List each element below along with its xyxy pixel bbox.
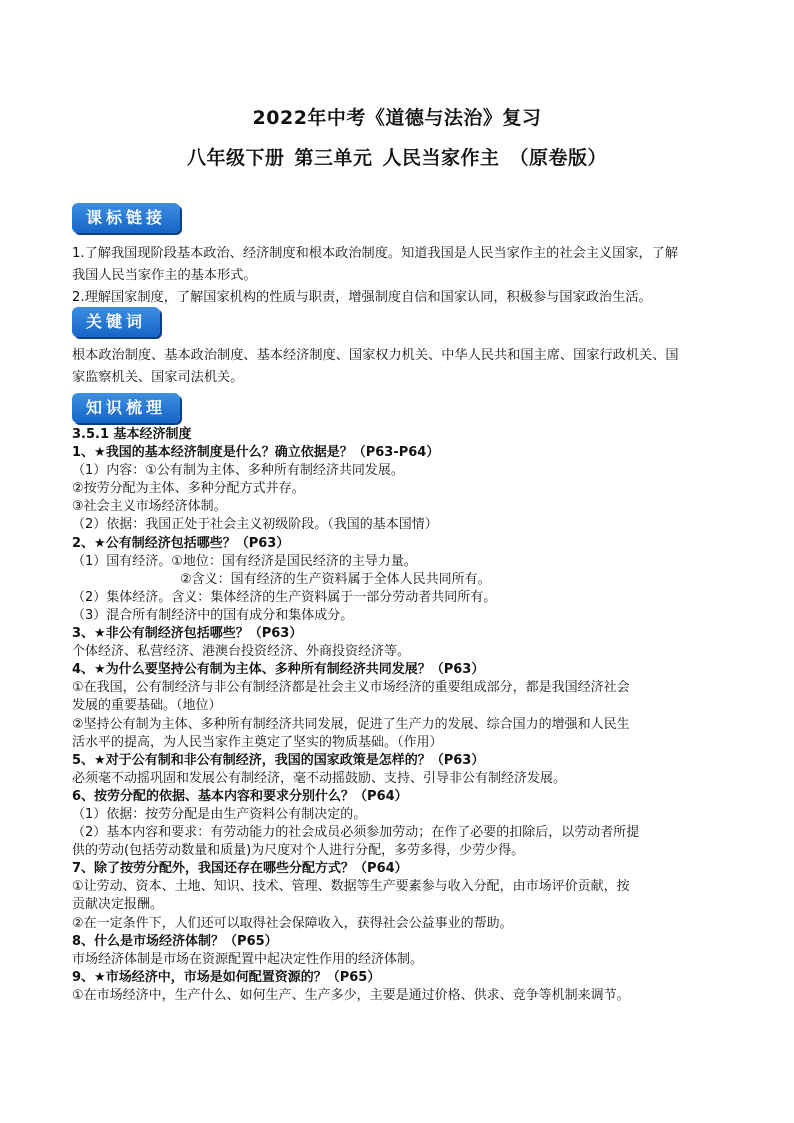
- answer-line: （3）混合所有制经济中的国有成分和集体成分。: [72, 607, 354, 623]
- answer-line: ②含义：国有经济的生产资料属于全体人民共同所有。: [180, 571, 491, 587]
- question-heading: 4、★为什么要坚持公有制为主体、多种所有制经济共同发展？（P63）: [72, 662, 485, 678]
- standards-line: 2.理解国家制度，了解国家机构的性质与职责，增强制度自信和国家认同，积极参与国家政治生活。: [72, 290, 652, 305]
- subtitle-unit: 第三单元: [294, 147, 373, 169]
- answer-line: 个体经济、私营经济、港澳台投资经济、外商投资经济等。: [72, 644, 411, 660]
- keywords-badge: 关键词: [72, 307, 160, 337]
- standards-badge: 课标链接: [72, 203, 180, 233]
- question-heading: 1、★我国的基本经济制度是什么？确立依据是？（P63-P64）: [72, 445, 440, 461]
- answer-line: ②在一定条件下，人们还可以取得社会保障收入，获得社会公益事业的帮助。: [72, 915, 513, 931]
- answer-line: （2）集体经济。含义：集体经济的生产资料属于一部分劳动者共同所有。: [72, 589, 497, 605]
- keywords-line: 根本政治制度、基本政治制度、基本经济制度、国家权力机关、中华人民共和国主席、国家行政机关、国: [72, 348, 679, 363]
- keywords-text: [72, 345, 724, 389]
- question-heading: 2、★公有制经济包括哪些？（P63）: [72, 535, 290, 551]
- question-heading: 8、什么是市场经济体制？（P65）: [72, 933, 278, 949]
- standards-line: 我国人民当家作主的基本形式。: [72, 268, 257, 283]
- answer-line: 市场经济体制是市场在资源配置中起决定性作用的经济体制。: [72, 951, 424, 967]
- question-heading: 5、★对于公有制和非公有制经济，我国的国家政策是怎样的？（P63）: [72, 752, 485, 768]
- answer-line: ②按劳分配为主体、多种分配方式并存。: [72, 481, 305, 497]
- answer-line: ③社会主义市场经济体制。: [72, 499, 227, 515]
- answer-line: （2）依据：我国正处于社会主义初级阶段。（我国的基本国情）: [72, 517, 438, 533]
- question-heading: 6、按劳分配的依据、基本内容和要求分别什么？（P64）: [72, 788, 408, 804]
- answer-line: （1）内容：①公有制为主体、多种所有制经济共同发展。: [72, 463, 404, 479]
- answer-line: （2）基本内容和要求：有劳动能力的社会成员必须参加劳动；在作了必要的扣除后，以劳动者所提: [72, 825, 640, 841]
- answer-line: （1）国有经济。①地位：国有经济是国民经济的主导力量。: [72, 553, 417, 569]
- subtitle-theme: 人民当家作主: [382, 147, 500, 169]
- question-heading: 3、★非公有制经济包括哪些？（P63）: [72, 626, 303, 642]
- answer-line: 发展的重要基础。（地位）: [72, 698, 222, 714]
- answer-line: （1）依据：按劳分配是由生产资料公有制决定的。: [72, 806, 367, 822]
- document-title: 2022年中考《道德与法治》复习: [252, 107, 542, 129]
- answer-line: 贡献决定报酬。: [72, 897, 164, 913]
- standards-text: [72, 243, 724, 309]
- question-heading: 9、★市场经济中，市场是如何配置资源的？（P65）: [72, 969, 381, 985]
- subtitle-grade: 八年级下册: [186, 147, 285, 169]
- keywords-line: 家监察机关、国家司法机关。: [72, 370, 244, 385]
- answer-line: ①在市场经济中，生产什么、如何生产、生产多少，主要是通过价格、供求、竞争等机制来调节。: [72, 987, 630, 1003]
- answer-line: ①在我国，公有制经济与非公有制经济都是社会主义市场经济的重要组成部分，都是我国经济社会: [72, 680, 630, 696]
- answer-line: 必须毫不动摇巩固和发展公有制经济，毫不动摇鼓励、支持、引导非公有制经济发展。: [72, 770, 567, 786]
- knowledge-badge: 知识梳理: [72, 393, 180, 423]
- document-subtitle: [0, 144, 794, 172]
- answer-line: 供的劳动(包括劳动数量和质量)为尺度对个人进行分配，多劳多得，少劳少得。: [72, 843, 525, 859]
- question-heading: 7、除了按劳分配外，我国还存在哪些分配方式？（P64）: [72, 861, 408, 877]
- answer-line: ②坚持公有制为主体、多种所有制经济共同发展，促进了生产力的发展、综合国力的增强和人民生: [72, 716, 630, 732]
- knowledge-items: [72, 444, 724, 1005]
- section-title: 3.5.1 基本经济制度: [72, 427, 192, 442]
- answer-line: ①让劳动、资本、土地、知识、技术、管理、数据等生产要素参与收入分配，由市场评价贡献，按: [72, 879, 630, 895]
- subtitle-edition: （原卷版）: [509, 147, 608, 169]
- knowledge-content: [72, 426, 724, 1005]
- standards-line: 1.了解我国现阶段基本政治、经济制度和根本政治制度。知道我国是人民当家作主的社会主义国家，了解: [72, 246, 679, 261]
- answer-line: 活水平的提高，为人民当家作主奠定了坚实的物质基础。（作用）: [72, 734, 443, 750]
